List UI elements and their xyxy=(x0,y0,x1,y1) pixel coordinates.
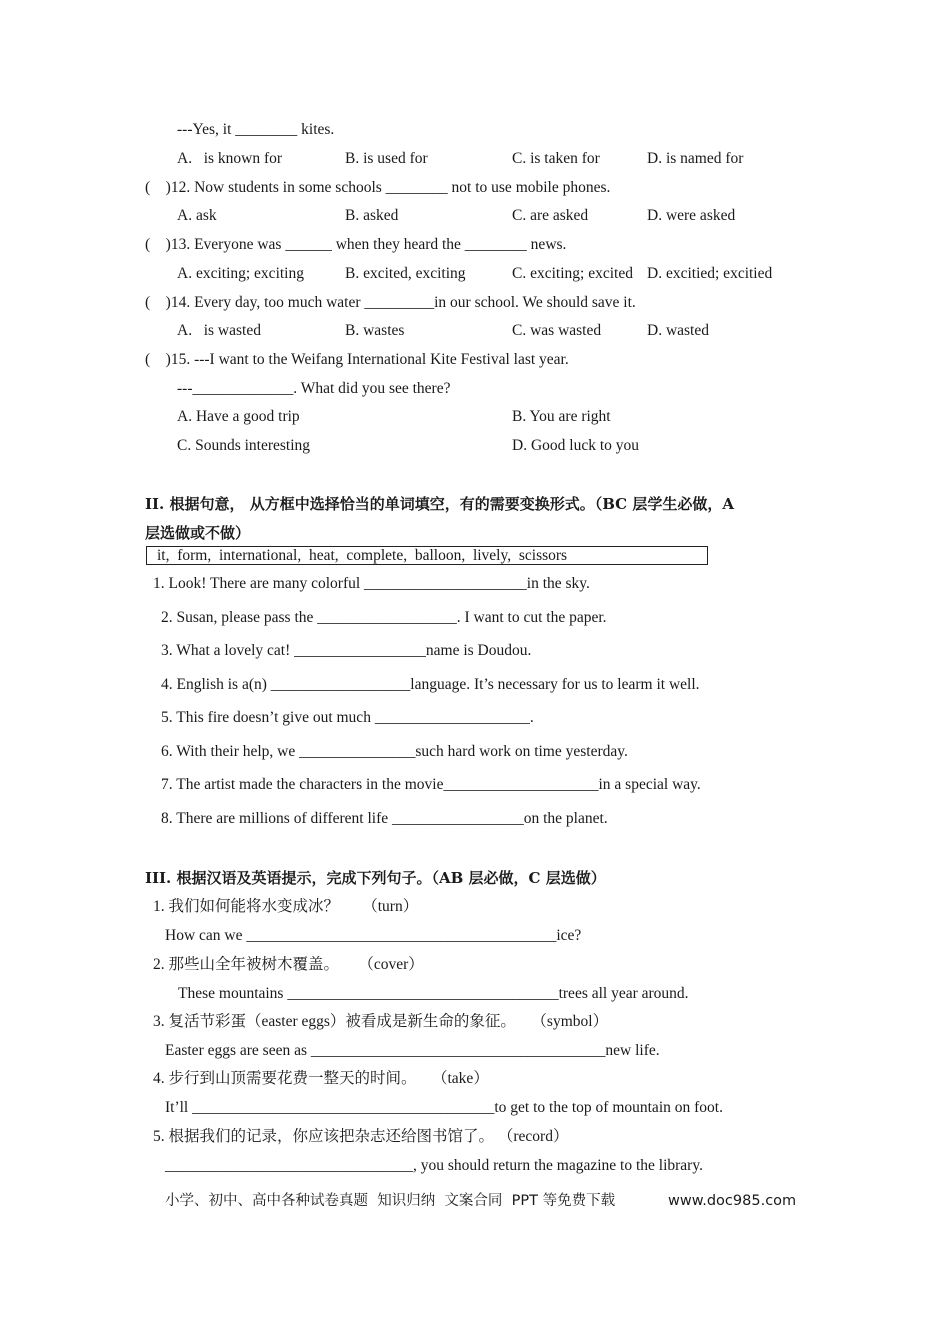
section2-item-4: 4. English is a(n) __________________language. It’s necessary for us to learm it well. xyxy=(161,676,700,693)
section2-item-8: 8. There are millions of different life _________________on the planet. xyxy=(161,810,608,827)
footer-text: 小学、初中、高中各种试卷真题 知识归纳 文案合同 PPT 等免费下载 xyxy=(165,1193,616,1209)
q14-option-b: B. wastes xyxy=(345,322,405,339)
q11-option-b: B. is used for xyxy=(345,150,428,167)
section3-item-2-cn: 2. 那些山全年被树木覆盖。 （cover） xyxy=(153,956,424,973)
q12-option-c: C. are asked xyxy=(512,207,589,224)
q13-option-d: D. excitied; excitied xyxy=(647,265,773,282)
section2-heading: II. 根据句意， 从方框中选择恰当的单词填空，有的需要变换形式。（BC 层学生必做，A xyxy=(145,495,734,513)
section3-item-1-cn: 1. 我们如何能将水变成冰？ （turn） xyxy=(153,898,419,915)
q13-option-a: A. exciting; exciting xyxy=(177,265,304,282)
q12-stem: ( )12. Now students in some schools ________ not to use mobile phones. xyxy=(145,179,611,196)
q14-option-d: D. wasted xyxy=(647,322,709,339)
q13-stem: ( )13. Everyone was ______ when they heard the ________ news. xyxy=(145,236,567,253)
q12-option-a: A. ask xyxy=(177,207,217,224)
q14-stem: ( )14. Every day, too much water _________in our school. We should save it. xyxy=(145,294,636,311)
q12-option-b: B. asked xyxy=(345,207,399,224)
q15-option-d: D. Good luck to you xyxy=(512,437,640,454)
section2-item-2: 2. Susan, please pass the __________________. I want to cut the paper. xyxy=(161,609,607,626)
q14-option-c: C. was wasted xyxy=(512,322,602,339)
section2-item-3: 3. What a lovely cat! _________________name is Doudou. xyxy=(161,642,532,659)
q12-option-d: D. were asked xyxy=(647,207,736,224)
q15-option-b: B. You are right xyxy=(512,408,611,425)
section2-heading-cont: 层选做或不做） xyxy=(145,524,251,542)
section2-item-6: 6. With their help, we _______________such hard work on time yesterday. xyxy=(161,743,628,760)
q11-option-a: A. is known for xyxy=(177,150,283,167)
footer-url[interactable]: www.doc985.com xyxy=(668,1193,797,1209)
q15-stem-reply: ---_____________. What did you see there? xyxy=(177,380,451,397)
q11-option-d: D. is named for xyxy=(647,150,744,167)
section3-item-4-en: It’ll _______________________________________to get to the top of mountain on foot. xyxy=(165,1099,723,1116)
q15-option-a: A. Have a good trip xyxy=(177,408,300,425)
section3-item-4-cn: 4. 步行到山顶需要花费一整天的时间。 （take） xyxy=(153,1070,489,1087)
q11-option-c: C. is taken for xyxy=(512,150,600,167)
section3-item-5-en: ________________________________, you should return the magazine to the library. xyxy=(165,1157,703,1174)
q14-option-a: A. is wasted xyxy=(177,322,261,339)
q15-option-c: C. Sounds interesting xyxy=(177,437,311,454)
q13-option-c: C. exciting; excited xyxy=(512,265,633,282)
section3-heading: III. 根据汉语及英语提示，完成下列句子。（AB 层必做，C 层选做） xyxy=(145,869,606,887)
q11-stem: ---Yes, it ________ kites. xyxy=(177,121,335,138)
word-box-text: it, form, international, heat, complete, balloon, lively, scissors xyxy=(157,547,568,564)
section3-item-3-cn: 3. 复活节彩蛋（easter eggs）被看成是新生命的象征。 （symbol） xyxy=(153,1013,609,1030)
section2-item-1: 1. Look! There are many colorful _____________________in the sky. xyxy=(153,575,590,592)
section2-item-5: 5. This fire doesn’t give out much ____________________. xyxy=(161,709,534,726)
section3-item-5-cn: 5. 根据我们的记录，你应该把杂志还给图书馆了。 （record） xyxy=(153,1128,569,1145)
q15-stem: ( )15. ---I want to the Weifang International Kite Festival last year. xyxy=(145,351,569,368)
section3-item-1-en: How can we ________________________________________ice? xyxy=(165,927,582,944)
section3-item-2-en: These mountains ___________________________________trees all year around. xyxy=(178,985,689,1002)
word-box xyxy=(146,546,708,565)
section3-item-3-en: Easter eggs are seen as ______________________________________new life. xyxy=(165,1042,660,1059)
q13-option-b: B. excited, exciting xyxy=(345,265,466,282)
section2-item-7: 7. The artist made the characters in the movie____________________in a special way. xyxy=(161,776,701,793)
